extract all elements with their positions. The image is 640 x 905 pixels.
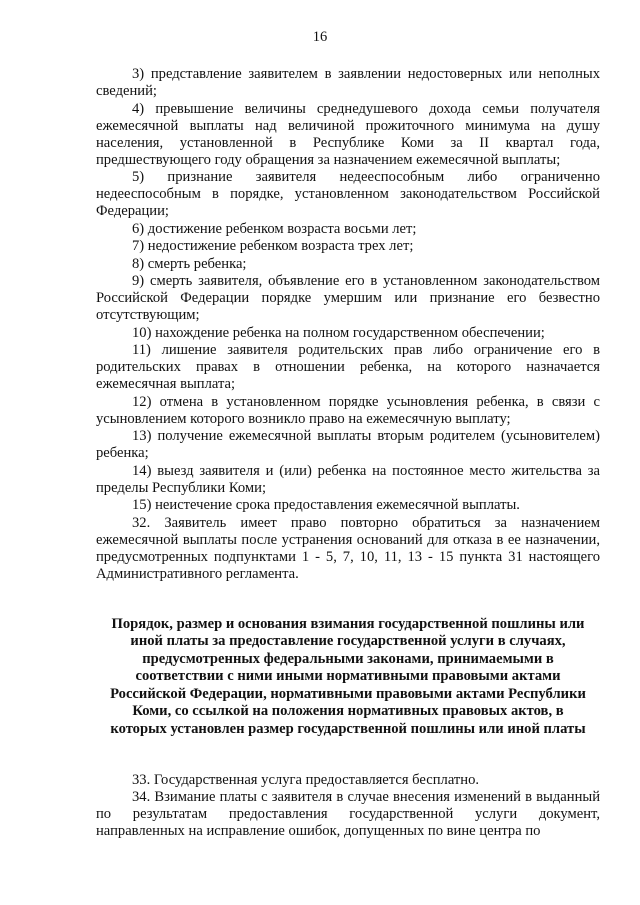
paragraph-32: 32. Заявитель имеет право повторно обратиться за назначением ежемесячной выплаты после устранения оснований для отказа в ее назначении, предусмотренных подпунктами 1 - 5, 7, 10, 11, 13 - 15 пункта 31 настоящего Административного регламента. (96, 514, 600, 582)
page-number: 16 (312, 29, 328, 45)
list-item: 13) получение ежемесячной выплаты вторым родителем (усыновителем) ребенка; (96, 428, 600, 461)
heading-line: Российской Федерации, нормативными правовыми актами Республики (110, 685, 586, 702)
list-item: 9) смерть заявителя, объявление его в установленном законодательством Российской Федерации порядке умершим или признание его безвестно отсутствующим; (96, 273, 600, 323)
document-body (96, 66, 600, 841)
heading-line: иной платы за предоставление государственной услуги в случаях, (130, 633, 566, 650)
list-item: 7) недостижение ребенком возраста трех лет; (132, 238, 414, 254)
list-item: 14) выезд заявителя и (или) ребенка на постоянное место жительства за пределы Республики Коми; (96, 462, 600, 496)
list-item: 11) лишение заявителя родительских прав либо ограничение его в родительских правах в отношении ребенка, на которого назначается ежемесячная выплата; (96, 342, 600, 392)
list-item: 8) смерть ребенка; (132, 255, 247, 272)
list-item: 12) отмена в установленном порядке усыновления ребенка, в связи с усыновлением которого возникло право на ежемесячную выплату; (96, 393, 600, 427)
list-item: 5) признание заявителя недееспособным либо ограниченно недееспособным в порядке, установленном законодательством Российской Федерации; (96, 169, 600, 219)
list-item: 4) превышение величины среднедушевого дохода семьи получателя ежемесячной выплаты над величиной прожиточного минимума на душу населения, установленной в Республике Коми за II квартал года, предшествующего году обращения за назначением ежемесячной выплаты; (96, 100, 600, 168)
heading-line: предусмотренных федеральными законами, принимаемыми в (142, 650, 554, 667)
heading-line: которых установлен размер государственной пошлины или иной платы (110, 721, 586, 738)
section-heading (96, 616, 600, 739)
refusal-grounds-list (96, 66, 600, 583)
heading-line: соответствии с ними иными нормативными правовыми актами (135, 668, 561, 685)
list-item: 6) достижение ребенком возраста восьми лет; (132, 220, 417, 237)
list-item: 15) неистечение срока предоставления ежемесячной выплаты. (132, 497, 520, 513)
heading-line: Коми, со ссылкой на положения нормативных правовых актов, в (132, 703, 564, 720)
fee-section (96, 772, 600, 841)
heading-line: Порядок, размер и основания взимания государственной пошлины или (111, 615, 585, 632)
list-item: 10) нахождение ребенка на полном государственном обеспечении; (132, 324, 545, 341)
paragraph-34: 34. Взимание платы с заявителя в случае внесения изменений в выданный по результатам предоставления государственной услуги документ, направленных на исправление ошибок, допущенных по вине центра по (96, 789, 600, 840)
list-item: 3) представление заявителем в заявлении недостоверных или неполных сведений; (96, 66, 600, 99)
paragraph-33: 33. Государственная услуга предоставляется бесплатно. (132, 771, 480, 788)
